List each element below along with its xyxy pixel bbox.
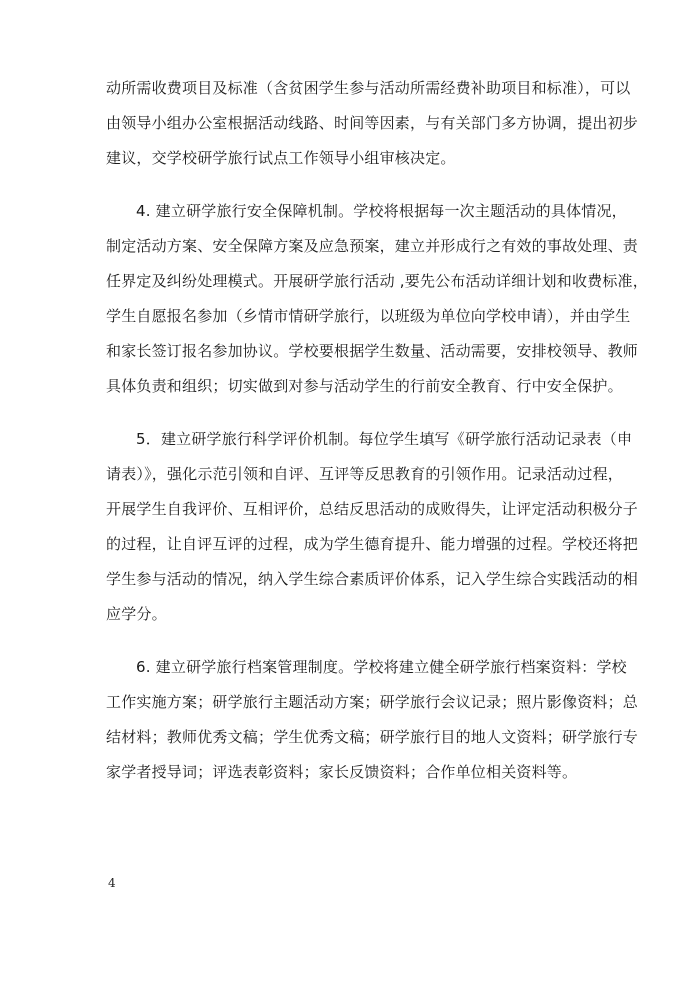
text-line: 的过程，让自评互评的过程，成为学生德育提升、能力增强的过程。学校还将把: [106, 535, 639, 553]
text-line: 开展学生自我评价、互相评价，总结反思活动的成败得失，让评定活动积极分子: [106, 500, 639, 518]
text-line: 学生自愿报名参加（乡情市情研学旅行，以班级为单位向学校申请），并由学生: [106, 307, 631, 325]
paragraph-safety-mechanism: [106, 199, 648, 409]
text-line: 家学者授导词；评选表彰资料；家长反馈资料；合作单位相关资料等。: [106, 763, 578, 781]
text-line: 制定活动方案、安全保障方案及应急预案，建立并形成行之有效的事故处理、责: [106, 237, 639, 255]
text-line: 4. 建立研学旅行安全保障机制。学校将根据每一次主题活动的具体情况，: [136, 202, 627, 220]
paragraph-evaluation-mechanism: [106, 427, 639, 637]
text-line: 建议，交学校研学旅行试点工作领导小组审核决定。: [106, 149, 456, 167]
text-line: 5．建立研学旅行科学评价机制。每位学生填写《研学旅行活动记录表（申: [136, 430, 633, 448]
text-line: 6. 建立研学旅行档案管理制度。学校将建立健全研学旅行档案资料：学校: [136, 658, 627, 676]
text-line: 应学分。: [106, 605, 167, 623]
text-line: 任界定及纠纷处理模式。开展研学旅行活动 ,要先公布活动详细计划和收费标准，: [106, 272, 648, 290]
text-line: 请表）》，强化示范引领和自评、互评等反思教育的引领作用。记录活动过程，: [106, 465, 624, 483]
paragraph-archive-management: [106, 655, 639, 795]
text-line: 工作实施方案；研学旅行主题活动方案；研学旅行会议记录；照片影像资料；总: [106, 693, 639, 711]
text-line: 具体负责和组织；切实做到对参与活动学生的行前安全教育、行中安全保护。: [106, 377, 623, 395]
page-number: 4: [108, 876, 116, 890]
text-line: 由领导小组办公室根据活动线路、时间等因素，与有关部门多方协调，提出初步: [106, 114, 639, 132]
text-line: 结材料；教师优秀文稿；学生优秀文稿；研学旅行目的地人文资料；研学旅行专: [106, 728, 639, 746]
body-text: [106, 76, 648, 813]
text-line: 和家长签订报名参加协议。学校要根据学生数量、活动需要，安排校领导、教师: [106, 342, 639, 360]
paragraph-fee-standards: [106, 76, 639, 181]
text-line: 动所需收费项目及标准（含贫困学生参与活动所需经费补助项目和标准），可以: [106, 79, 631, 97]
text-line: 学生参与活动的情况，纳入学生综合素质评价体系，记入学生综合实践活动的相: [106, 570, 639, 588]
